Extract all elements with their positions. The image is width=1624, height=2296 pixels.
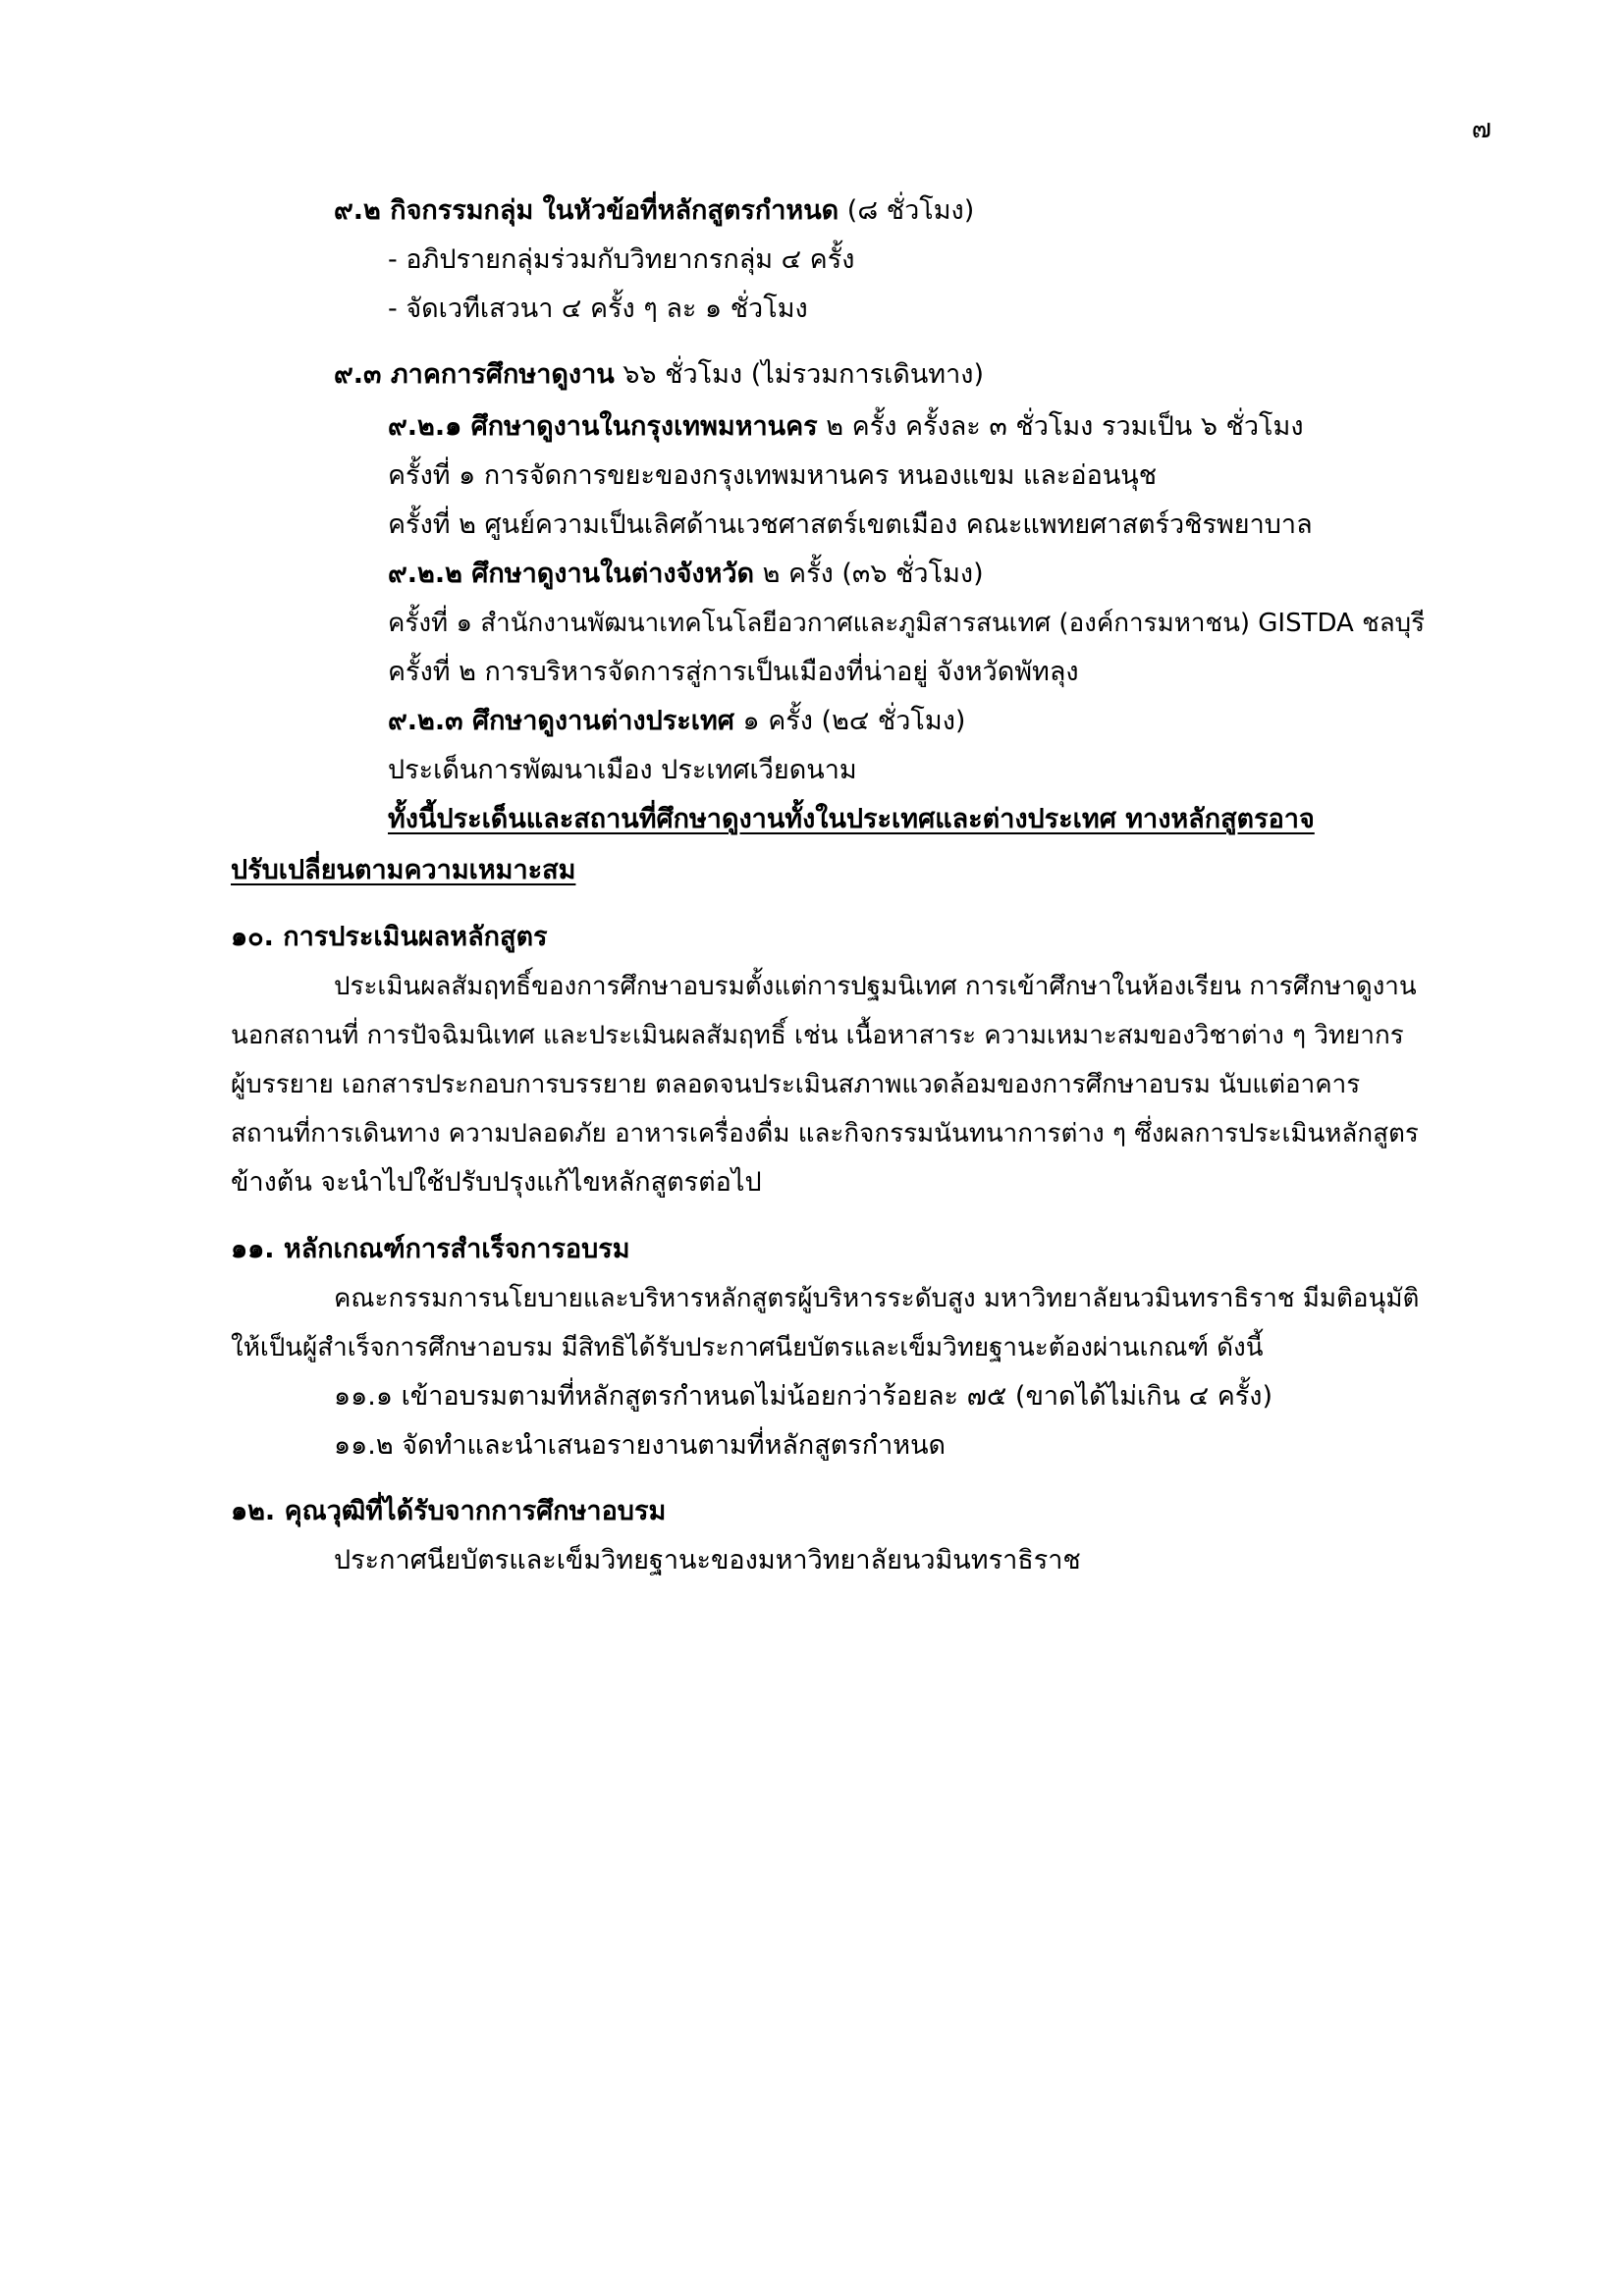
subsection-9-2-3-detail: ๑ ครั้ง (๒๔ ชั่วโมง): [733, 706, 966, 736]
section-10-line: สถานที่การเดินทาง ความปลอดภัย อาหารเครื่องดื่ม และกิจกรรมนันทนาการต่าง ๆ ซึ่งผลการประเมินหลักสูตร: [231, 1119, 1419, 1148]
subsection-9-2-2-detail: ๒ ครั้ง (๓๖ ชั่วโมง): [754, 559, 984, 589]
section-9-2-title: ๙.๒ กิจกรรมกลุ่ม ในหัวข้อที่หลักสูตรกำหนด: [334, 195, 839, 226]
subsection-9-2-1-title: ๙.๒.๑ ศึกษาดูงานในกรุงเทพมหานคร: [388, 411, 818, 442]
section-9-3-title: ๙.๓ ภาคการศึกษาดูงาน: [334, 359, 615, 390]
subsection-9-2-2-heading: [388, 555, 984, 594]
subsection-9-2-2-title: ๙.๒.๒ ศึกษาดูงานในต่างจังหวัด: [388, 559, 755, 589]
section-10-line: นอกสถานที่ การปัจฉิมนิเทศ และประเมินผลสัมฤทธิ์ เช่น เนื้อหาสาระ ความเหมาะสมของวิชาต่าง ๆ วิทยากร: [231, 1021, 1404, 1050]
section-12-title: ๑๒. คุณวุฒิที่ได้รับจากการศึกษาอบรม: [231, 1496, 667, 1526]
section-11-title: ๑๑. หลักเกณฑ์การสำเร็จการอบรม: [231, 1234, 630, 1264]
section-10-line: ผู้บรรยาย เอกสารประกอบการบรรยาย ตลอดจนประเมินสภาพแวดล้อมของการศึกษาอบรม นับแต่อาคาร: [231, 1070, 1361, 1099]
section-9-2-item: - อภิปรายกลุ่มร่วมกับวิทยากรกลุ่ม ๔ ครั้ง: [388, 244, 855, 275]
study-visit-note-line-1: ทั้งนี้ประเด็นและสถานที่ศึกษาดูงานทั้งในประเทศและต่างประเทศ ทางหลักสูตรอาจ: [388, 804, 1315, 834]
subsection-9-2-2-item: ครั้งที่ ๒ การบริหารจัดการสู่การเป็นเมืองที่น่าอยู่ จังหวัดพัทลุง: [388, 657, 1079, 687]
subsection-9-2-1-detail: ๒ ครั้ง ครั้งละ ๓ ชั่วโมง รวมเป็น ๖ ชั่วโมง: [817, 411, 1304, 442]
subsection-9-2-1-item: ครั้งที่ ๑ การจัดการขยะของกรุงเทพมหานคร หนองแขม และอ่อนนุช: [388, 460, 1158, 491]
subsection-9-2-1-heading: [388, 407, 1304, 447]
section-11-line: ให้เป็นผู้สำเร็จการศึกษาอบรม มีสิทธิได้รับประกาศนียบัตรและเข็มวิทยฐานะต้องผ่านเกณฑ์ ดังนี้: [231, 1333, 1264, 1362]
section-11-line: คณะกรรมการนโยบายและบริหารหลักสูตรผู้บริหารระดับสูง มหาวิทยาลัยนวมินทราธิราช มีมติอนุมัติ: [334, 1284, 1420, 1313]
page-number: ๗: [1471, 114, 1491, 144]
section-11-item: ๑๑.๑ เข้าอบรมตามที่หลักสูตรกำหนดไม่น้อยกว่าร้อยละ ๗๕ (ขาดได้ไม่เกิน ๔ ครั้ง): [334, 1381, 1272, 1412]
section-9-2-item: - จัดเวทีเสวนา ๔ ครั้ง ๆ ละ ๑ ชั่วโมง: [388, 294, 808, 324]
section-9-2-heading: [334, 191, 974, 231]
section-10-title: ๑๐. การประเมินผลหลักสูตร: [231, 922, 548, 952]
subsection-9-2-2-item: ครั้งที่ ๑ สำนักงานพัฒนาเทคโนโลยีอวกาศและภูมิสารสนเทศ (องค์การมหาชน) GISTDA ชลบุรี: [388, 609, 1426, 638]
subsection-9-2-3-item: ประเด็นการพัฒนาเมือง ประเทศเวียดนาม: [388, 755, 857, 785]
subsection-9-2-3-heading: [388, 702, 965, 741]
section-9-3-hours: ๖๖ ชั่วโมง (ไม่รวมการเดินทาง): [614, 359, 984, 390]
subsection-9-2-3-title: ๙.๒.๓ ศึกษาดูงานต่างประเทศ: [388, 706, 734, 736]
section-11-item: ๑๑.๒ จัดทำและนำเสนอรายงานตามที่หลักสูตรกำหนด: [334, 1430, 947, 1461]
section-10-line: ประเมินผลสัมฤทธิ์ของการศึกษาอบรมตั้งแต่การปฐมนิเทศ การเข้าศึกษาในห้องเรียน การศึกษาดูงาน: [334, 972, 1417, 1001]
section-12-text: ประกาศนียบัตรและเข็มวิทยฐานะของมหาวิทยาลัยนวมินทราธิราช: [334, 1545, 1081, 1575]
subsection-9-2-1-item: ครั้งที่ ๒ ศูนย์ความเป็นเลิศด้านเวชศาสตร์เขตเมือง คณะแพทยศาสตร์วชิรพยาบาล: [388, 509, 1313, 540]
section-10-line: ข้างต้น จะนำไปใช้ปรับปรุงแก้ไขหลักสูตรต่อไป: [231, 1167, 762, 1198]
section-9-3-heading: [334, 355, 984, 395]
section-9-2-hours: (๘ ชั่วโมง): [839, 195, 975, 226]
study-visit-note-line-2: ปรับเปลี่ยนตามความเหมาะสม: [231, 855, 576, 885]
